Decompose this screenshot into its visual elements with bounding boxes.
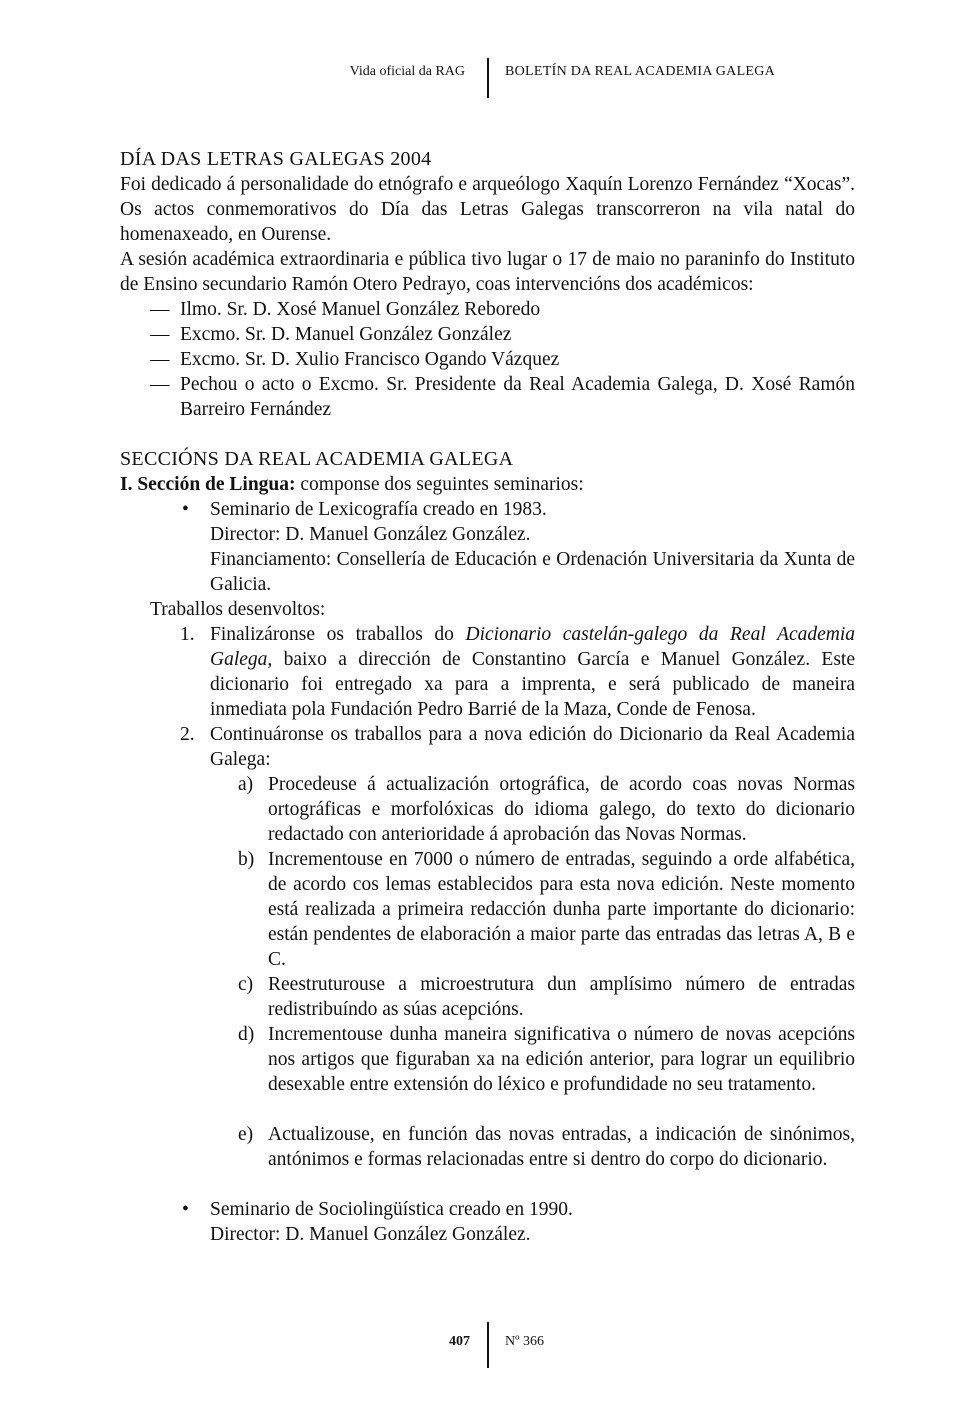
numbered-item bbox=[120, 622, 855, 722]
list-item-text: Excmo. Sr. D. Xulio Francisco Ogando Vázquez bbox=[180, 349, 560, 370]
page-footer bbox=[0, 1322, 975, 1370]
item-text: , baixo a dirección de Constantino García e Manuel González. Este dicionario foi entregado xa para a imprenta, e será publicado de maneira inmediata pola Fundación Pedro Barrié de la Maza, Conde de Fenosa. bbox=[210, 649, 855, 720]
works-label: Traballos desenvoltos: bbox=[150, 599, 326, 620]
list-item bbox=[120, 347, 855, 372]
section-label: I. Sección de Lingua: bbox=[120, 474, 296, 495]
bullet-marker: • bbox=[182, 499, 189, 520]
letter-marker: d) bbox=[238, 1024, 255, 1045]
bullet-marker: • bbox=[182, 1199, 189, 1220]
letter-marker: a) bbox=[238, 774, 254, 795]
seminar-title: Seminario de Sociolingüística creado en 1990. bbox=[210, 1199, 573, 1220]
item-text: Actualizouse, en función das novas entradas, a indicación de sinónimos, antónimos e formas relacionadas entre si dentro do corpo do dicionario. bbox=[268, 1124, 855, 1170]
letter-marker: c) bbox=[238, 974, 254, 995]
item-title-italic: Dicionario castelán-galego da Real Academia Galega bbox=[210, 624, 855, 670]
item-text: Reestruturouse a microestrutura dun amplísimo número de entradas redistribuíndo as súas acepcións. bbox=[268, 974, 855, 1020]
list-item bbox=[120, 322, 855, 347]
item-text: Incrementouse dunha maneira significativa o número de novas acepcións nos artigos que figuraban xa na edición anterior, para lograr un equilibrio desexable entre extensión do léxico e profundidade no seu tratamento. bbox=[268, 1024, 855, 1095]
seminar-director: Director: D. Manuel González González. bbox=[210, 524, 531, 545]
number-marker: 1. bbox=[180, 624, 195, 645]
section-intro-text: componse dos seguintes seminarios: bbox=[295, 474, 584, 495]
dash-marker: — bbox=[150, 349, 170, 370]
seminar-title: Seminario de Lexicografía creado en 1983. bbox=[210, 499, 547, 520]
number-marker: 2. bbox=[180, 724, 195, 745]
page-number: 407 bbox=[449, 1334, 470, 1349]
lettered-item bbox=[120, 1122, 855, 1172]
item-text: Continuáronse os traballos para a nova edición do Dicionario da Real Academia Galega: bbox=[210, 724, 855, 770]
seminar-director: Director: D. Manuel González González. bbox=[210, 1224, 531, 1245]
seminar-funding: Financiamento: Consellería de Educación e Ordenación Universitaria da Xunta de Galicia. bbox=[210, 549, 855, 595]
lettered-item bbox=[120, 772, 855, 847]
header-divider bbox=[487, 58, 489, 98]
footer-divider bbox=[487, 1322, 489, 1368]
page-body bbox=[120, 147, 855, 1247]
section-intro bbox=[120, 472, 855, 497]
dash-marker: — bbox=[150, 299, 170, 320]
list-item-text: Ilmo. Sr. D. Xosé Manuel González Reboredo bbox=[180, 299, 541, 320]
letter-marker: b) bbox=[238, 849, 255, 870]
list-item-text: Excmo. Sr. D. Manuel González González bbox=[180, 324, 512, 345]
section-title-seccions: SECCIÓNS DA REAL ACADEMIA GALEGA bbox=[120, 448, 514, 470]
dash-marker: — bbox=[150, 374, 170, 395]
list-item-text: Pechou o acto o Excmo. Sr. Presidente da Real Academia Galega, D. Xosé Ramón Barreiro Fernández bbox=[180, 374, 855, 420]
numbered-item bbox=[120, 722, 855, 772]
issue-number: Nº 366 bbox=[505, 1334, 544, 1349]
list-item bbox=[120, 372, 855, 422]
header-section: Vida oficial da RAG bbox=[349, 64, 465, 79]
lettered-item bbox=[120, 972, 855, 1022]
letter-marker: e) bbox=[238, 1124, 254, 1145]
section-title-letras: DÍA DAS LETRAS GALEGAS 2004 bbox=[120, 148, 432, 170]
bullet-item bbox=[120, 1197, 855, 1222]
paragraph: A sesión académica extraordinaria e pública tivo lugar o 17 de maio no paraninfo do Instituto de Ensino secundario Ramón Otero Pedrayo, coas intervencións dos académicos: bbox=[120, 249, 855, 295]
lettered-item bbox=[120, 847, 855, 972]
running-header bbox=[0, 58, 975, 98]
list-item bbox=[120, 297, 855, 322]
lettered-item bbox=[120, 1022, 855, 1097]
header-journal: BOLETÍN DA REAL ACADEMIA GALEGA bbox=[505, 64, 776, 79]
item-text: Finalizáronse os traballos do bbox=[210, 624, 466, 645]
dash-marker: — bbox=[150, 324, 170, 345]
item-text: Incrementouse en 7000 o número de entradas, seguindo a orde alfabética, de acordo cos lemas establecidos para esta nova edición. Neste momento está realizada a primeira redacción dunha parte importante do dicionario: están pendentes de elaboración a maior parte das entradas das letras A, B e C. bbox=[268, 849, 855, 970]
paragraph: Foi dedicado á personalidade do etnógrafo e arqueólogo Xaquín Lorenzo Fernández “Xocas”. Os actos conmemorativos do Día das Letras Galegas transcorreron na vila natal do homenaxeado, en Ourense. bbox=[120, 174, 855, 245]
item-text: Procedeuse á actualización ortográfica, de acordo coas novas Normas ortográficas e morfolóxicas do idioma galego, do texto do dicionario redactado con anterioridade á aprobación das Novas Normas. bbox=[268, 774, 855, 845]
bullet-item bbox=[120, 497, 855, 522]
